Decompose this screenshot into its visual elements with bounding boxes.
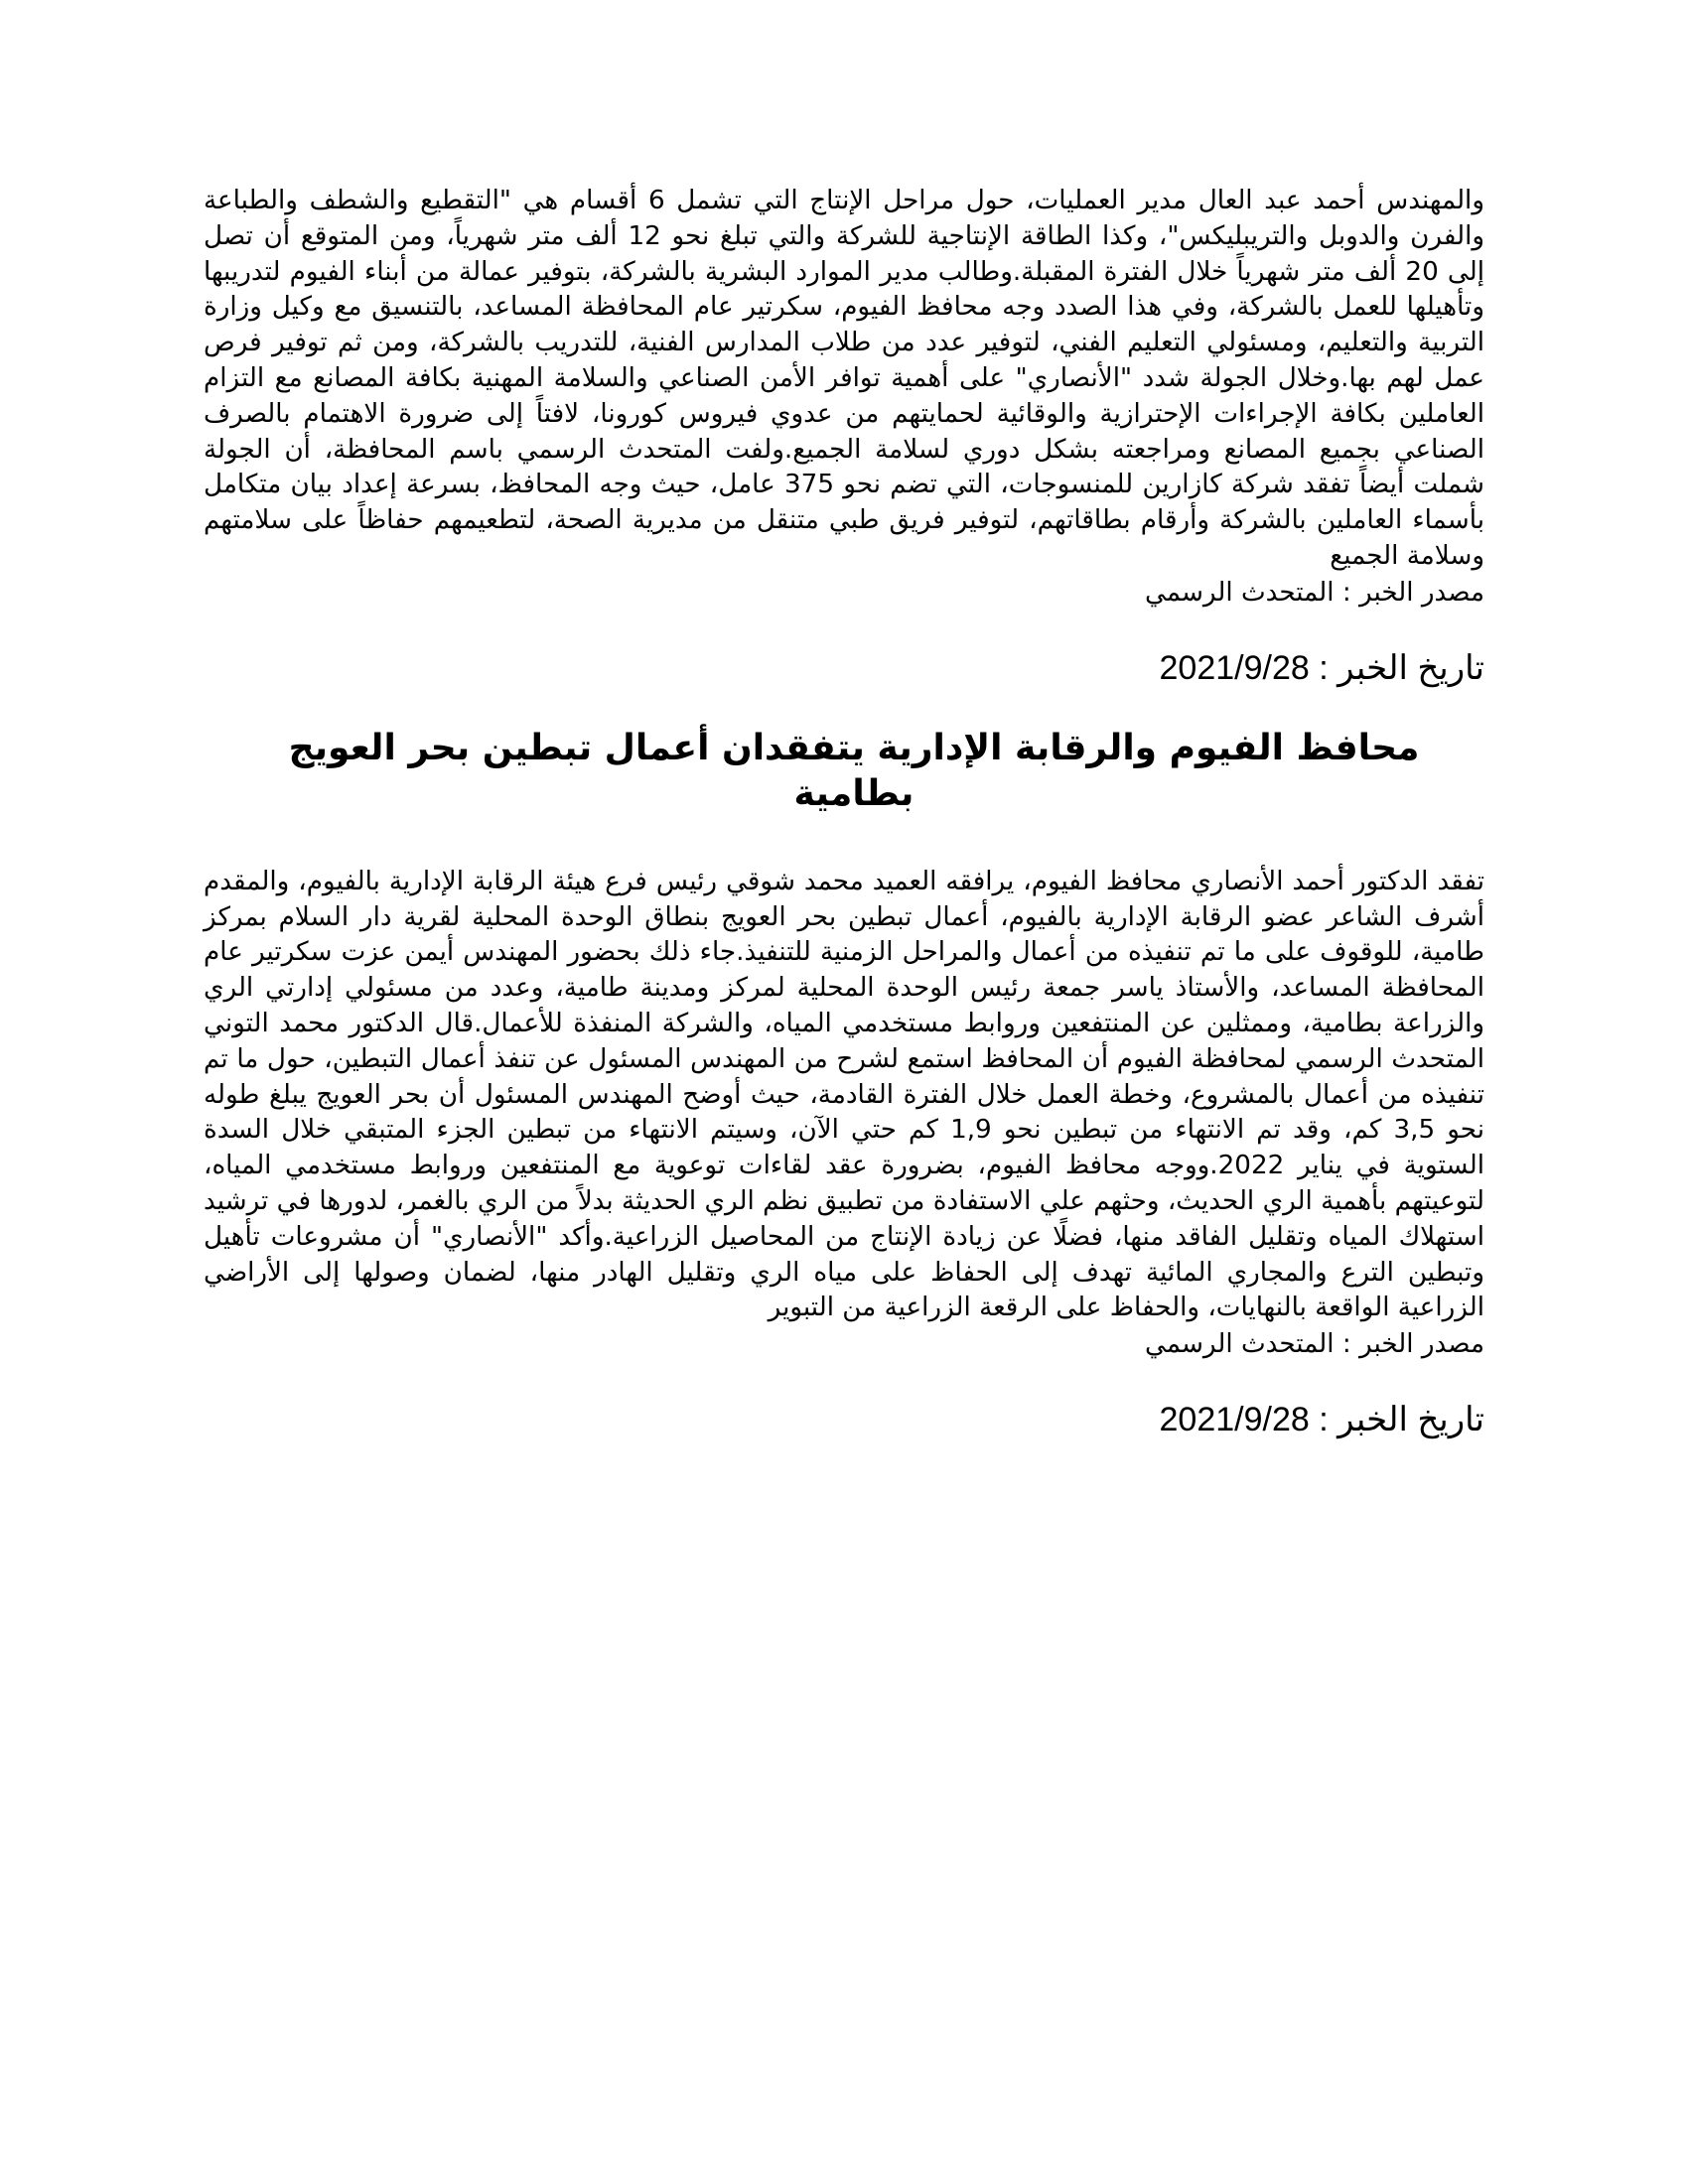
story-headline: محافظ الفيوم والرقابة الإدارية يتفقدان أعمال تبطين بحر العويج بطامية: [288, 727, 1420, 814]
news-story: [204, 726, 1484, 1439]
news-source: مصدر الخبر : المتحدث الرسمي: [1145, 577, 1484, 608]
document-page: [204, 184, 1484, 1439]
story-body: تفقد الدكتور أحمد الأنصاري محافظ الفيوم، يرافقه العميد محمد شوقي رئيس فرع هيئة الرقابة الإدارية بالفيوم، والمقدم أشرف الشاعر عضو الرقابة الإدارية بالفيوم، أعمال تبطين بحر العويج بنطاق الوحدة المحلية لقرية دار السلام بمركز طامية، للوقوف على ما تم تنفيذه من أعمال والمراحل الزمنية للتنفيذ.جاء ذلك بحضور المهندس أيمن عزت سكرتير عام المحافظة المساعد، والأستاذ ياسر جمعة رئيس الوحدة المحلية لمركز ومدينة طامية، وعدد من مسئولي إدارتي الري والزراعة بطامية، وممثلين عن المنتفعين وروابط مستخدمي المياه، والشركة المنفذة للأعمال.قال الدكتور محمد التوني المتحدث الرسمي لمحافظة الفيوم أن المحافظ استمع لشرح من المهندس المسئول عن تنفذ أعمال التبطين، حول ما تم تنفيذه من أعمال بالمشروع، وخطة العمل خلال الفترة القادمة، حيث أوضح المهندس المسئول أن بحر العويج يبلغ طوله نحو 3,5 كم، وقد تم الانتهاء من تبطين نحو 1,9 كم حتي الآن، وسيتم الانتهاء من تبطين الجزء المتبقي خلال السدة الستوية في يناير 2022.ووجه محافظ الفيوم، بضرورة عقد لقاءات توعوية مع المنتفعين وروابط مستخدمي المياه، لتوعيتهم بأهمية الري الحديث، وحثهم علي الاستفادة من تطبيق نظم الري الحديثة بدلاً من الري بالغمر، لدورها في ترشيد استهلاك المياه وتقليل الفاقد منها، فضلًا عن زيادة الإنتاج من المحاصيل الزراعية.وأكد "الأنصاري" أن مشروعات تأهيل وتبطين الترع والمجاري المائية تهدف إلى الحفاظ على مياه الري وتقليل الهادر منها، لضمان وصولها إلى الأراضي الزراعية الواقعة بالنهايات، والحفاظ على الرقعة الزراعية من التبوير: [204, 866, 1485, 1323]
news-source: مصدر الخبر : المتحدث الرسمي: [1145, 1329, 1484, 1360]
story-body: والمهندس أحمد عبد العال مدير العمليات، حول مراحل الإنتاج التي تشمل 6 أقسام هي "التقطيع والشطف والطباعة والفرن والدوبل والتريبليكس"، وكذا الطاقة الإنتاجية للشركة والتي تبلغ نحو 12 ألف متر شهرياً، ومن المتوقع أن تصل إلى 20 ألف متر شهرياً خلال الفترة المقبلة.وطالب مدير الموارد البشرية بالشركة، بتوفير عمالة من أبناء الفيوم لتدريبها وتأهيلها للعمل بالشركة، وفي هذا الصدد وجه محافظ الفيوم، سكرتير عام المحافظة المساعد، بالتنسيق مع وكيل وزارة التربية والتعليم، ومسئولي التعليم الفني، لتوفير عدد من طلاب المدارس الفنية، للتدريب بالشركة، ومن ثم توفير فرص عمل لهم بها.وخلال الجولة شدد "الأنصاري" على أهمية توافر الأمن الصناعي والسلامة المهنية بكافة المصانع مع التزام العاملين بكافة الإجراءات الإحترازية والوقائية لحمايتهم من عدوي فيروس كورونا، لافتاً إلى ضرورة الاهتمام بالصرف الصناعي بجميع المصانع ومراجعته بشكل دوري لسلامة الجميع.ولفت المتحدث الرسمي باسم المحافظة، أن الجولة شملت أيضاً تفقد شركة كازارين للمنسوجات، التي تضم نحو 375 عامل، حيث وجه المحافظ، بسرعة إعداد بيان متكامل بأسماء العاملين بالشركة وأرقام بطاقاتهم، لتوفير فريق طبي متنقل من مديرية الصحة، لتطعيمهم حفاظاً على سلامتهم وسلامة الجميع: [204, 186, 1484, 571]
news-date: تاريخ الخبر : 2021/9/28: [1159, 1401, 1484, 1439]
news-story-continued: [204, 184, 1484, 688]
news-date: تاريخ الخبر : 2021/9/28: [1159, 648, 1484, 687]
